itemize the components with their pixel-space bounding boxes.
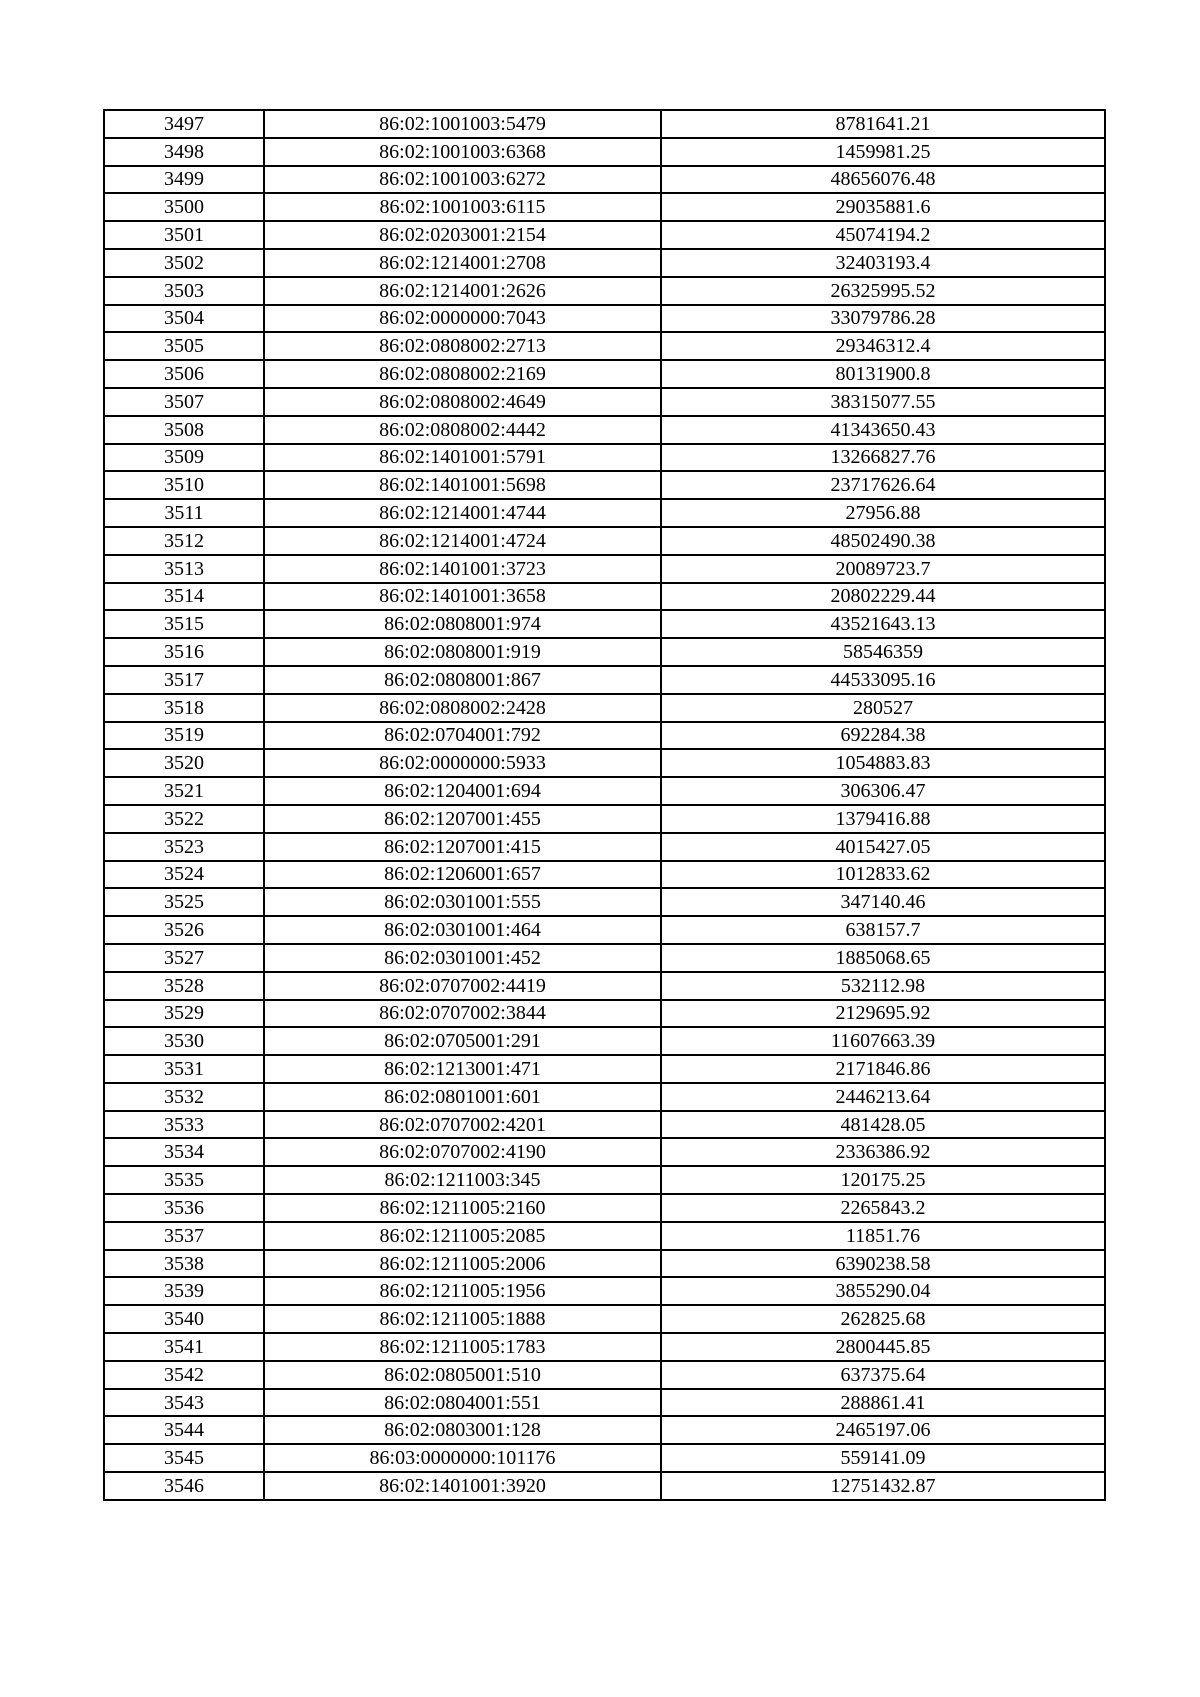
cadastral-value-cell: 306306.47 <box>661 777 1105 805</box>
cadastral-number-cell: 86:02:0808002:2169 <box>264 360 661 388</box>
cadastral-value-cell: 638157.7 <box>661 916 1105 944</box>
cadastral-value-cell: 45074194.2 <box>661 221 1105 249</box>
table-row <box>104 1027 1105 1055</box>
cadastral-number-cell: 86:02:0301001:452 <box>264 944 661 972</box>
cadastral-value-cell: 2336386.92 <box>661 1138 1105 1166</box>
cadastral-number-cell: 86:02:0000000:5933 <box>264 749 661 777</box>
table-row <box>104 555 1105 583</box>
table-row <box>104 1333 1105 1361</box>
table-body <box>104 110 1105 1500</box>
cadastral-value-cell: 2800445.85 <box>661 1333 1105 1361</box>
cadastral-number-cell: 86:02:1401001:5698 <box>264 471 661 499</box>
cadastral-value-cell: 43521643.13 <box>661 610 1105 638</box>
cadastral-number-cell: 86:02:1207001:455 <box>264 805 661 833</box>
row-number-cell: 3536 <box>104 1194 264 1222</box>
cadastral-value-cell: 532112.98 <box>661 972 1105 1000</box>
cadastral-number-cell: 86:02:0301001:464 <box>264 916 661 944</box>
row-number-cell: 3501 <box>104 221 264 249</box>
cadastral-number-cell: 86:02:0808002:4442 <box>264 416 661 444</box>
row-number-cell: 3538 <box>104 1250 264 1278</box>
table-row <box>104 1138 1105 1166</box>
cadastral-number-cell: 86:02:1211003:345 <box>264 1166 661 1194</box>
cadastral-number-cell: 86:02:0707002:4201 <box>264 1111 661 1139</box>
cadastral-number-cell: 86:02:1401001:5791 <box>264 444 661 472</box>
row-number-cell: 3514 <box>104 583 264 611</box>
cadastral-value-cell: 44533095.16 <box>661 666 1105 694</box>
row-number-cell: 3541 <box>104 1333 264 1361</box>
cadastral-value-cell: 637375.64 <box>661 1361 1105 1389</box>
row-number-cell: 3511 <box>104 499 264 527</box>
row-number-cell: 3513 <box>104 555 264 583</box>
table-row <box>104 277 1105 305</box>
table-row <box>104 193 1105 221</box>
cadastral-number-cell: 86:02:1214001:4744 <box>264 499 661 527</box>
table-row <box>104 861 1105 889</box>
table-row <box>104 1194 1105 1222</box>
cadastral-number-cell: 86:02:0805001:510 <box>264 1361 661 1389</box>
row-number-cell: 3518 <box>104 694 264 722</box>
cadastral-value-cell: 29035881.6 <box>661 193 1105 221</box>
cadastral-number-cell: 86:02:0804001:551 <box>264 1389 661 1417</box>
table-row <box>104 166 1105 194</box>
table-row <box>104 138 1105 166</box>
row-number-cell: 3517 <box>104 666 264 694</box>
table-row <box>104 749 1105 777</box>
row-number-cell: 3542 <box>104 1361 264 1389</box>
cadastral-value-cell: 3855290.04 <box>661 1277 1105 1305</box>
cadastral-number-cell: 86:02:0301001:555 <box>264 888 661 916</box>
row-number-cell: 3505 <box>104 332 264 360</box>
cadastral-number-cell: 86:02:0000000:7043 <box>264 305 661 333</box>
cadastral-number-cell: 86:02:1214001:4724 <box>264 527 661 555</box>
row-number-cell: 3507 <box>104 388 264 416</box>
table-row <box>104 972 1105 1000</box>
cadastral-number-cell: 86:02:0704001:792 <box>264 722 661 750</box>
row-number-cell: 3526 <box>104 916 264 944</box>
row-number-cell: 3531 <box>104 1055 264 1083</box>
row-number-cell: 3546 <box>104 1472 264 1500</box>
cadastral-number-cell: 86:03:0000000:101176 <box>264 1444 661 1472</box>
cadastral-value-cell: 692284.38 <box>661 722 1105 750</box>
table-row <box>104 305 1105 333</box>
cadastral-number-cell: 86:02:1213001:471 <box>264 1055 661 1083</box>
cadastral-value-cell: 4015427.05 <box>661 833 1105 861</box>
row-number-cell: 3510 <box>104 471 264 499</box>
cadastral-number-cell: 86:02:0707002:3844 <box>264 1000 661 1028</box>
cadastral-value-cell: 11607663.39 <box>661 1027 1105 1055</box>
cadastral-value-cell: 48656076.48 <box>661 166 1105 194</box>
cadastral-number-cell: 86:02:1206001:657 <box>264 861 661 889</box>
table-row <box>104 888 1105 916</box>
cadastral-value-cell: 23717626.64 <box>661 471 1105 499</box>
cadastral-number-cell: 86:02:1211005:2085 <box>264 1222 661 1250</box>
row-number-cell: 3521 <box>104 777 264 805</box>
row-number-cell: 3528 <box>104 972 264 1000</box>
cadastral-number-cell: 86:02:0808002:2428 <box>264 694 661 722</box>
cadastral-number-cell: 86:02:1204001:694 <box>264 777 661 805</box>
table-row <box>104 944 1105 972</box>
cadastral-number-cell: 86:02:1001003:6115 <box>264 193 661 221</box>
cadastral-value-cell: 2265843.2 <box>661 1194 1105 1222</box>
cadastral-value-cell: 12751432.87 <box>661 1472 1105 1500</box>
row-number-cell: 3524 <box>104 861 264 889</box>
cadastral-value-table <box>103 109 1106 1501</box>
table-row <box>104 722 1105 750</box>
cadastral-number-cell: 86:02:1001003:6368 <box>264 138 661 166</box>
row-number-cell: 3503 <box>104 277 264 305</box>
cadastral-value-cell: 48502490.38 <box>661 527 1105 555</box>
table-row <box>104 360 1105 388</box>
row-number-cell: 3540 <box>104 1305 264 1333</box>
cadastral-value-cell: 33079786.28 <box>661 305 1105 333</box>
cadastral-value-cell: 1885068.65 <box>661 944 1105 972</box>
cadastral-number-cell: 86:02:1001003:5479 <box>264 110 661 138</box>
row-number-cell: 3504 <box>104 305 264 333</box>
cadastral-number-cell: 86:02:0705001:291 <box>264 1027 661 1055</box>
row-number-cell: 3530 <box>104 1027 264 1055</box>
cadastral-value-cell: 2465197.06 <box>661 1416 1105 1444</box>
cadastral-number-cell: 86:02:0808001:867 <box>264 666 661 694</box>
cadastral-value-cell: 13266827.76 <box>661 444 1105 472</box>
cadastral-value-cell: 1012833.62 <box>661 861 1105 889</box>
row-number-cell: 3532 <box>104 1083 264 1111</box>
table-row <box>104 416 1105 444</box>
row-number-cell: 3508 <box>104 416 264 444</box>
row-number-cell: 3519 <box>104 722 264 750</box>
table-row <box>104 444 1105 472</box>
row-number-cell: 3500 <box>104 193 264 221</box>
cadastral-number-cell: 86:02:1214001:2626 <box>264 277 661 305</box>
cadastral-value-cell: 2129695.92 <box>661 1000 1105 1028</box>
row-number-cell: 3535 <box>104 1166 264 1194</box>
cadastral-value-cell: 11851.76 <box>661 1222 1105 1250</box>
row-number-cell: 3502 <box>104 249 264 277</box>
cadastral-value-cell: 6390238.58 <box>661 1250 1105 1278</box>
cadastral-number-cell: 86:02:1211005:2006 <box>264 1250 661 1278</box>
table-row <box>104 1444 1105 1472</box>
table-row <box>104 638 1105 666</box>
cadastral-number-cell: 86:02:1207001:415 <box>264 833 661 861</box>
table-row <box>104 1111 1105 1139</box>
table-row <box>104 499 1105 527</box>
table-row <box>104 1416 1105 1444</box>
cadastral-value-cell: 20089723.7 <box>661 555 1105 583</box>
table-row <box>104 1472 1105 1500</box>
row-number-cell: 3512 <box>104 527 264 555</box>
row-number-cell: 3537 <box>104 1222 264 1250</box>
cadastral-number-cell: 86:02:1401001:3920 <box>264 1472 661 1500</box>
table-row <box>104 1361 1105 1389</box>
row-number-cell: 3509 <box>104 444 264 472</box>
cadastral-number-cell: 86:02:1211005:1783 <box>264 1333 661 1361</box>
cadastral-value-cell: 120175.25 <box>661 1166 1105 1194</box>
cadastral-number-cell: 86:02:1401001:3723 <box>264 555 661 583</box>
cadastral-number-cell: 86:02:0801001:601 <box>264 1083 661 1111</box>
cadastral-value-cell: 80131900.8 <box>661 360 1105 388</box>
cadastral-number-cell: 86:02:0803001:128 <box>264 1416 661 1444</box>
cadastral-value-cell: 481428.05 <box>661 1111 1105 1139</box>
cadastral-number-cell: 86:02:1401001:3658 <box>264 583 661 611</box>
row-number-cell: 3525 <box>104 888 264 916</box>
table-row <box>104 1389 1105 1417</box>
row-number-cell: 3498 <box>104 138 264 166</box>
table-row <box>104 1166 1105 1194</box>
cadastral-number-cell: 86:02:1214001:2708 <box>264 249 661 277</box>
row-number-cell: 3497 <box>104 110 264 138</box>
cadastral-number-cell: 86:02:0707002:4190 <box>264 1138 661 1166</box>
cadastral-value-cell: 38315077.55 <box>661 388 1105 416</box>
cadastral-value-cell: 8781641.21 <box>661 110 1105 138</box>
table-row <box>104 388 1105 416</box>
row-number-cell: 3523 <box>104 833 264 861</box>
cadastral-number-cell: 86:02:0808001:919 <box>264 638 661 666</box>
table-row <box>104 1055 1105 1083</box>
cadastral-number-cell: 86:02:0808002:2713 <box>264 332 661 360</box>
table-row <box>104 777 1105 805</box>
cadastral-number-cell: 86:02:0203001:2154 <box>264 221 661 249</box>
cadastral-value-cell: 29346312.4 <box>661 332 1105 360</box>
row-number-cell: 3543 <box>104 1389 264 1417</box>
table-row <box>104 527 1105 555</box>
cadastral-number-cell: 86:02:1211005:2160 <box>264 1194 661 1222</box>
table-row <box>104 833 1105 861</box>
table-row <box>104 610 1105 638</box>
table-row <box>104 583 1105 611</box>
table-row <box>104 694 1105 722</box>
table-row <box>104 1222 1105 1250</box>
cadastral-value-cell: 262825.68 <box>661 1305 1105 1333</box>
table-row <box>104 110 1105 138</box>
cadastral-number-cell: 86:02:0808002:4649 <box>264 388 661 416</box>
cadastral-number-cell: 86:02:0707002:4419 <box>264 972 661 1000</box>
cadastral-value-cell: 2171846.86 <box>661 1055 1105 1083</box>
cadastral-number-cell: 86:02:0808001:974 <box>264 610 661 638</box>
cadastral-value-cell: 2446213.64 <box>661 1083 1105 1111</box>
row-number-cell: 3539 <box>104 1277 264 1305</box>
table-row <box>104 471 1105 499</box>
cadastral-number-cell: 86:02:1001003:6272 <box>264 166 661 194</box>
table-row <box>104 1305 1105 1333</box>
cadastral-number-cell: 86:02:1211005:1888 <box>264 1305 661 1333</box>
cadastral-value-cell: 32403193.4 <box>661 249 1105 277</box>
cadastral-value-cell: 20802229.44 <box>661 583 1105 611</box>
cadastral-value-cell: 288861.41 <box>661 1389 1105 1417</box>
row-number-cell: 3522 <box>104 805 264 833</box>
cadastral-value-cell: 1459981.25 <box>661 138 1105 166</box>
table-row <box>104 1000 1105 1028</box>
row-number-cell: 3544 <box>104 1416 264 1444</box>
cadastral-value-cell: 1379416.88 <box>661 805 1105 833</box>
row-number-cell: 3516 <box>104 638 264 666</box>
row-number-cell: 3529 <box>104 1000 264 1028</box>
cadastral-value-cell: 1054883.83 <box>661 749 1105 777</box>
row-number-cell: 3506 <box>104 360 264 388</box>
row-number-cell: 3545 <box>104 1444 264 1472</box>
cadastral-value-cell: 27956.88 <box>661 499 1105 527</box>
table-row <box>104 805 1105 833</box>
table-row <box>104 1083 1105 1111</box>
table-row <box>104 1250 1105 1278</box>
table-row <box>104 221 1105 249</box>
cadastral-value-cell: 26325995.52 <box>661 277 1105 305</box>
table-row <box>104 1277 1105 1305</box>
cadastral-value-cell: 58546359 <box>661 638 1105 666</box>
row-number-cell: 3520 <box>104 749 264 777</box>
row-number-cell: 3527 <box>104 944 264 972</box>
cadastral-number-cell: 86:02:1211005:1956 <box>264 1277 661 1305</box>
cadastral-value-cell: 347140.46 <box>661 888 1105 916</box>
table-row <box>104 249 1105 277</box>
table-row <box>104 332 1105 360</box>
cadastral-value-cell: 41343650.43 <box>661 416 1105 444</box>
row-number-cell: 3515 <box>104 610 264 638</box>
cadastral-value-cell: 559141.09 <box>661 1444 1105 1472</box>
table-row <box>104 666 1105 694</box>
row-number-cell: 3534 <box>104 1138 264 1166</box>
row-number-cell: 3533 <box>104 1111 264 1139</box>
table-row <box>104 916 1105 944</box>
cadastral-value-cell: 280527 <box>661 694 1105 722</box>
row-number-cell: 3499 <box>104 166 264 194</box>
